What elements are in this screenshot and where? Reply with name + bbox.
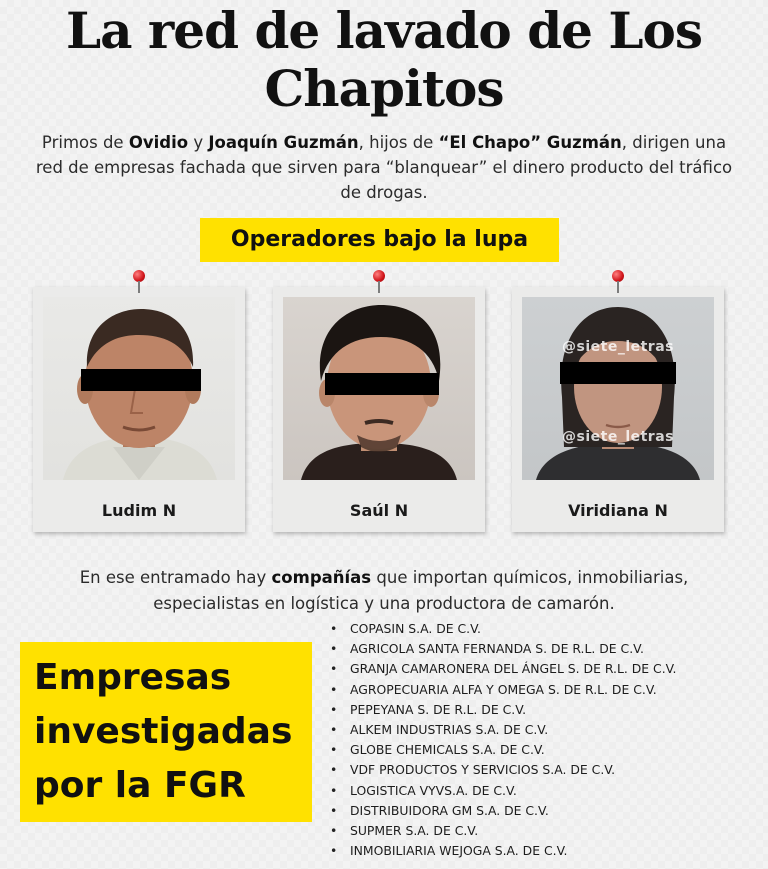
list-item: • LOGISTICA VYVS.A. DE C.V. (330, 781, 676, 801)
pushpin-icon (130, 270, 148, 294)
page-title-line-1: La red de lavado de Los (65, 1, 703, 60)
operator-card-saul (273, 287, 485, 532)
redaction-bar (325, 373, 439, 395)
operator-name: Viridiana N (568, 501, 668, 520)
redaction-bar (560, 362, 676, 384)
page-title (0, 2, 768, 118)
operator-card-ludim (33, 287, 245, 532)
list-item: • INMOBILIARIA WEJOGA S.A. DE C.V. (330, 841, 676, 861)
watermark-bottom: @siete_letras (562, 429, 674, 445)
intro-bold-ovidio: Ovidio (128, 133, 189, 152)
operator-photo-saul (283, 297, 475, 480)
list-item: • VDF PRODUCTOS Y SERVICIOS S.A. DE C.V. (330, 760, 676, 780)
list-item: • SUPMER S.A. DE C.V. (330, 821, 676, 841)
companies-intro-paragraph (40, 565, 728, 617)
list-item: • PEPEYANA S. DE R.L. DE C.V. (330, 700, 676, 720)
watermark-top: @siete_letras (562, 339, 674, 355)
redaction-bar (81, 369, 201, 391)
intro-text-4: , dirigen una red de empresas fachada que sirven para “blanquear” el dinero producto del tráfico de drogas. (35, 133, 733, 202)
intro-paragraph (30, 130, 738, 205)
portrait-illustration (522, 297, 714, 480)
list-item: • DISTRIBUIDORA GM S.A. DE C.V. (330, 801, 676, 821)
sub-text-1: En ese entramado hay (79, 568, 272, 587)
intro-text-2: y (188, 133, 209, 152)
sub-text-2: que importan químicos, inmobiliarias, especialistas en logística y una productora de camarón. (153, 568, 689, 613)
pushpin-icon (609, 270, 627, 294)
intro-text-1: Primos de (41, 133, 129, 152)
intro-text-3: , hijos de (358, 133, 439, 152)
empresas-line-3: por la FGR (34, 765, 246, 806)
operator-name: Saúl N (349, 501, 409, 520)
intro-bold-el-chapo: “El Chapo” Guzmán (438, 133, 622, 152)
pushpin-icon (370, 270, 388, 294)
operator-photo-viridiana (522, 297, 714, 480)
company-list (330, 619, 676, 861)
operator-name: Ludim N (101, 501, 177, 520)
empresas-line-2: investigadas (34, 711, 293, 752)
intro-bold-joaquin: Joaquín Guzmán (208, 133, 359, 152)
page-title-line-2: Chapitos (264, 59, 504, 118)
empresas-investigadas-box (20, 642, 312, 822)
empresas-line-1: Empresas (34, 657, 232, 698)
sub-bold-companias: compañías (271, 568, 372, 587)
list-item: • AGRICOLA SANTA FERNANDA S. DE R.L. DE C.V. (330, 639, 676, 659)
list-item: • GRANJA CAMARONERA DEL ÁNGEL S. DE R.L. DE C.V. (330, 659, 676, 679)
operator-card-viridiana (512, 287, 724, 532)
list-item: • ALKEM INDUSTRIAS S.A. DE C.V. (330, 720, 676, 740)
list-item: • COPASIN S.A. DE C.V. (330, 619, 676, 639)
operator-photo-ludim (43, 297, 235, 480)
list-item: • AGROPECUARIA ALFA Y OMEGA S. DE R.L. DE C.V. (330, 680, 676, 700)
operators-banner: Operadores bajo la lupa (200, 218, 559, 262)
list-item: • GLOBE CHEMICALS S.A. DE C.V. (330, 740, 676, 760)
